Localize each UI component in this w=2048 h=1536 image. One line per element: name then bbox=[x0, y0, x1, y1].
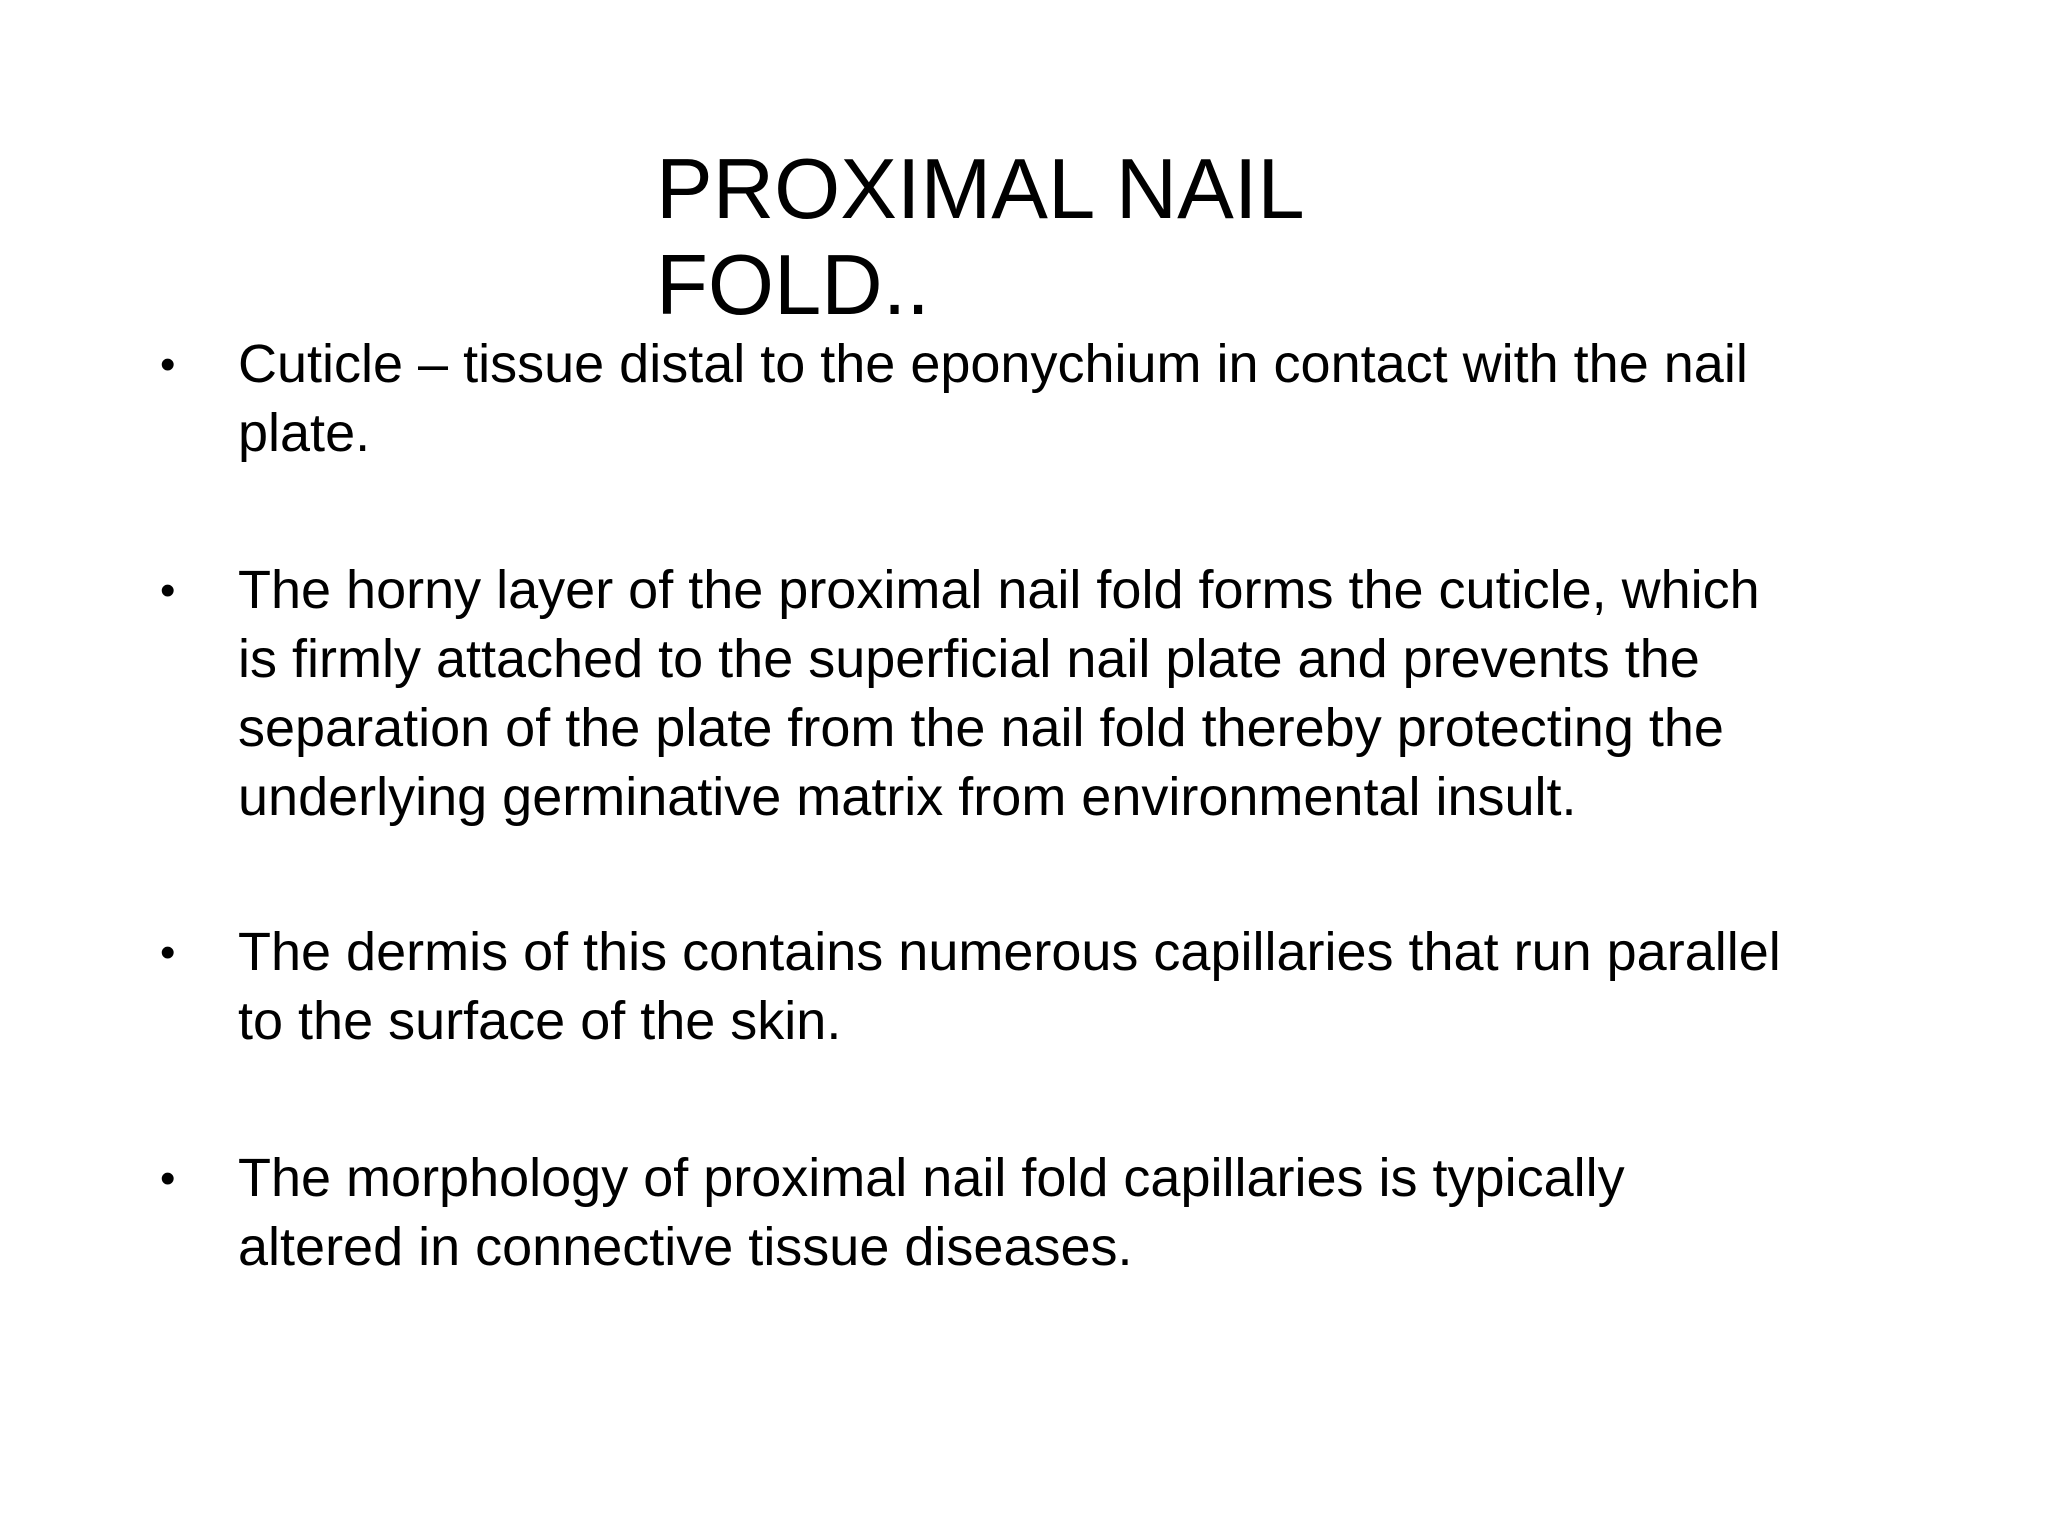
bullet-marker: • bbox=[160, 340, 176, 389]
bullet-text-line: Cuticle – tissue distal to the eponychium in contact with the nail bbox=[238, 334, 1748, 394]
bullet-marker: • bbox=[160, 566, 176, 615]
bullet-list bbox=[160, 330, 1900, 1282]
bullet-item-morphology bbox=[160, 1144, 1900, 1282]
bullet-marker: • bbox=[160, 928, 176, 977]
bullet-text-line: plate. bbox=[238, 403, 371, 463]
slide-title-line-1: PROXIMAL NAIL bbox=[656, 142, 1305, 237]
bullet-text-line: The dermis of this contains numerous capillaries that run parallel bbox=[238, 922, 1781, 982]
bullet-text-line: to the surface of the skin. bbox=[238, 991, 842, 1051]
bullet-marker: • bbox=[160, 1154, 176, 1203]
bullet-item-dermis bbox=[160, 918, 1900, 1056]
bullet-item-cuticle bbox=[160, 330, 1900, 468]
slide-title bbox=[656, 142, 1416, 334]
bullet-text-line: is firmly attached to the superficial nail plate and prevents the bbox=[238, 629, 1700, 689]
bullet-text-line: The horny layer of the proximal nail fold forms the cuticle, which bbox=[238, 560, 1760, 620]
bullet-text-line: separation of the plate from the nail fold thereby protecting the bbox=[238, 698, 1724, 758]
bullet-text-line: underlying germinative matrix from environmental insult. bbox=[238, 767, 1577, 827]
bullet-text-line: altered in connective tissue diseases. bbox=[238, 1217, 1133, 1277]
bullet-text-line: The morphology of proximal nail fold capillaries is typically bbox=[238, 1148, 1625, 1208]
slide-title-line-2: FOLD.. bbox=[656, 238, 930, 333]
bullet-item-horny-layer bbox=[160, 556, 1900, 832]
